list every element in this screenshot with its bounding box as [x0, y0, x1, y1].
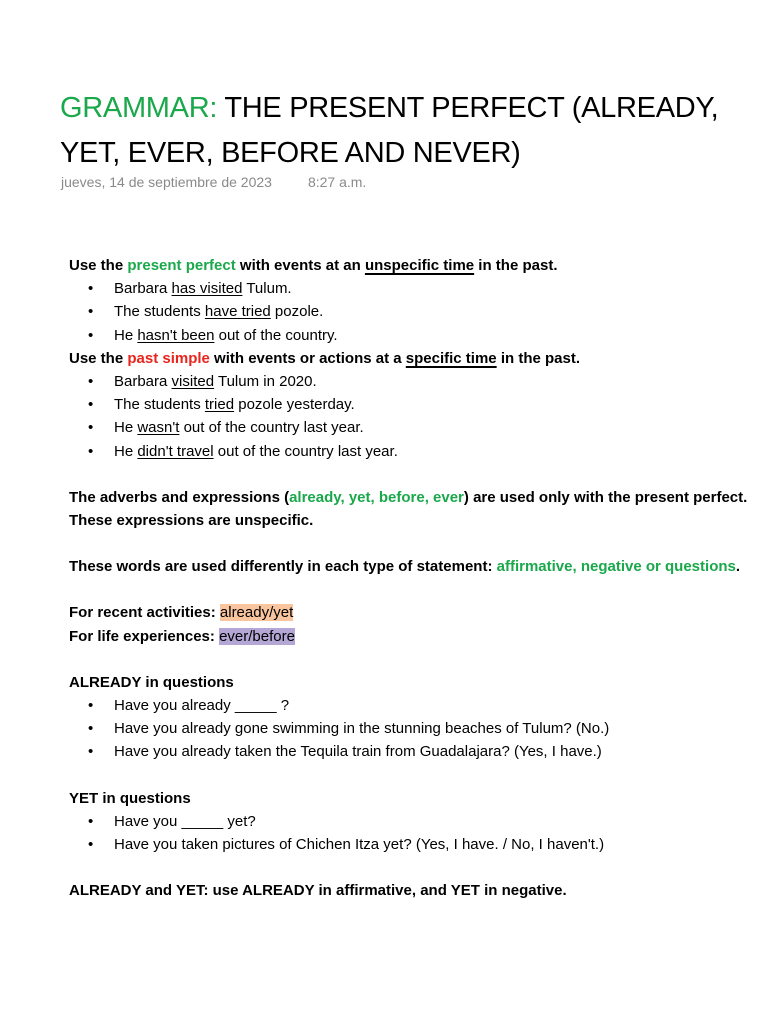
note-body: [69, 254, 759, 902]
title-label: GRAMMAR:: [60, 92, 218, 124]
list-item: • Have you already taken the Tequila train from Guadalajara? (Yes, I have.): [69, 740, 759, 763]
para-highlight: affirmative, negative or questions: [496, 558, 736, 576]
item-text: out of the country last year.: [213, 442, 398, 460]
adverbs-paragraph: [69, 486, 759, 509]
highlight-purple: ever/before: [219, 627, 295, 645]
para-highlight: already, yet, before, ever: [289, 488, 464, 506]
past-simple-examples: [69, 370, 759, 463]
yet-heading: YET in questions: [69, 789, 191, 807]
item-text: out of the country last year.: [179, 419, 364, 437]
already-yet-rule: ALREADY and YET: use ALREADY in affirmative, and YET in negative.: [69, 882, 567, 900]
list-item: • Have you already gone swimming in the stunning beaches of Tulum? (No.): [69, 717, 759, 740]
list-item: • Have you already _____ ?: [69, 694, 759, 717]
list-item: [69, 393, 759, 416]
past-simple-rule: [69, 347, 759, 370]
para-text: .: [735, 558, 741, 576]
note-time: 8:27 a.m.: [307, 174, 367, 190]
list-item: [69, 416, 759, 439]
item-verb: didn't travel: [137, 442, 214, 460]
item-text: The students: [114, 303, 205, 321]
item-verb: has visited: [171, 280, 243, 298]
list-item: • Have you _____ yet?: [69, 810, 759, 833]
para-text: These words are used differently in each type of statement:: [69, 558, 497, 576]
list-item: [69, 300, 759, 323]
page-title: [60, 86, 768, 176]
rule-highlight: past simple: [127, 349, 210, 367]
item-text: The students: [114, 396, 205, 414]
item-verb: have tried: [204, 303, 271, 321]
rule-highlight: present perfect: [127, 257, 236, 274]
item-text: pozole.: [270, 303, 324, 321]
item-text: He: [114, 419, 138, 437]
already-examples: [69, 694, 759, 764]
item-text: He: [114, 442, 138, 460]
life-experiences-line: [69, 625, 759, 648]
item-text: Tulum in 2020.: [214, 373, 317, 391]
present-perfect-rule: [69, 254, 759, 277]
rule-text: with events or actions at a: [209, 349, 406, 367]
para-text: The adverbs and expressions (: [69, 488, 290, 506]
list-item: [69, 440, 759, 463]
note-metadata: [61, 174, 366, 190]
item-verb: visited: [171, 373, 215, 391]
rule-underline: specific time: [405, 349, 497, 367]
yet-examples: [69, 810, 759, 856]
already-heading: ALREADY in questions: [69, 673, 234, 691]
recent-activities-line: [69, 601, 759, 624]
item-text: pozole yesterday.: [234, 396, 355, 414]
item-text: Barbara: [114, 373, 172, 391]
item-text: He: [114, 326, 138, 344]
item-verb: tried: [204, 396, 235, 414]
list-item: • Have you taken pictures of Chichen Itza yet? (Yes, I have. / No, I haven't.): [69, 833, 759, 856]
unspecific-note: These expressions are unspecific.: [69, 512, 314, 530]
item-text: Tulum.: [242, 280, 292, 298]
statement-types-paragraph: [69, 555, 759, 578]
para-text: ) are used only with the present perfect.: [463, 488, 748, 506]
present-perfect-examples: [69, 277, 759, 347]
rule-text: in the past.: [496, 349, 580, 367]
rule-text: in the past.: [474, 257, 558, 274]
line-label: For life experiences:: [69, 627, 220, 645]
rule-underline: unspecific time: [364, 257, 475, 274]
list-item: [69, 370, 759, 393]
item-text: Barbara: [114, 280, 172, 298]
line-label: For recent activities:: [69, 604, 220, 622]
list-item: [69, 277, 759, 300]
item-text: out of the country.: [214, 326, 338, 344]
list-item: [69, 324, 759, 347]
item-verb: hasn't been: [137, 326, 215, 344]
rule-text: Use the: [69, 257, 128, 274]
item-verb: wasn't: [137, 419, 180, 437]
highlight-orange: already/yet: [219, 604, 294, 622]
note-date: jueves, 14 de septiembre de 2023: [61, 174, 272, 190]
title-text: THE PRESENT PERFECT (ALREADY, YET, EVER, BEFORE AND NEVER): [60, 92, 719, 169]
rule-text: Use the: [69, 349, 128, 367]
rule-text: with events at an: [235, 257, 365, 274]
